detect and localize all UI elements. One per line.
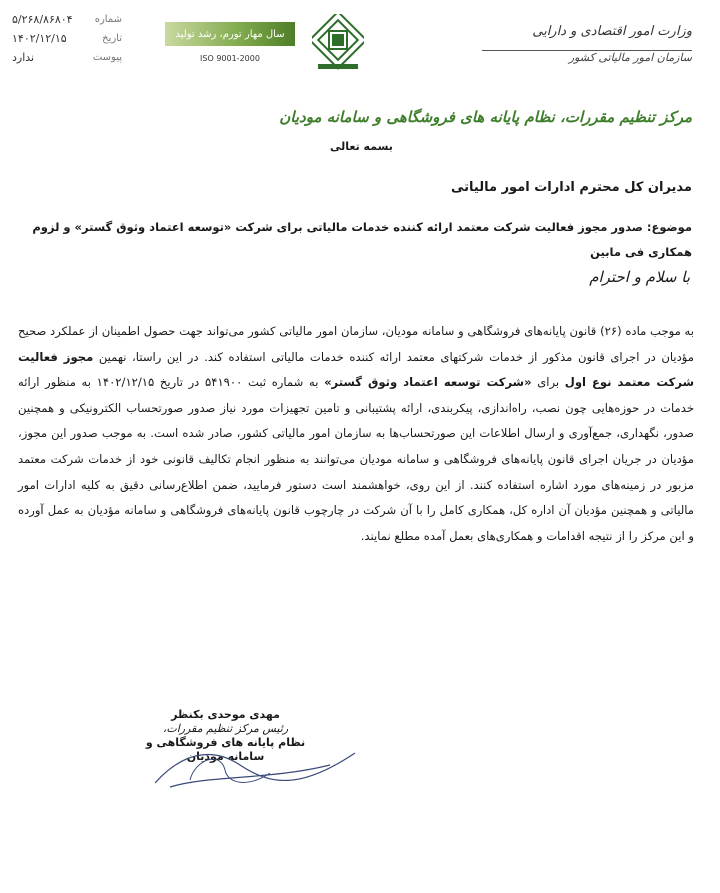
ministry-name: وزارت امور اقتصادی و دارایی xyxy=(532,24,692,39)
slogan-text: سال مهار تورم، رشد تولید xyxy=(165,22,295,46)
number-label: شماره xyxy=(94,14,122,25)
date-label: تاریخ xyxy=(102,33,122,44)
letter-number-row xyxy=(12,10,122,29)
ministry-heading xyxy=(532,24,692,64)
body-part-2: برای xyxy=(537,375,560,390)
greeting: با سلام و احترام xyxy=(589,268,690,286)
attachment-row xyxy=(12,48,122,67)
letter-body xyxy=(18,319,694,549)
letter-number: ۵/۲۶۸/۸۶۸۰۴ xyxy=(12,13,73,26)
signatory-title-1: رئیس مرکز تنظیم مقررات، xyxy=(162,722,289,735)
heading-divider xyxy=(482,50,692,51)
slogan-banner xyxy=(165,22,295,70)
subject-line: موضوع: صدور مجوز فعالیت شرکت معتمد ارائه کننده خدمات مالیاتی برای شرکت «توسعه اعتماد وثوق گستر» و لزوم همکاری فی مابین xyxy=(32,220,692,259)
body-part-3: به شماره ثبت ۵۴۱۹۰۰ در تاریخ ۱۴۰۲/۱۲/۱۵ به منظور ارائه خدمات در حوزه‌هایی چون نصب، راه‌اندازی، پیکربندی، ارائه پشتیبانی و تامین تجهیزات مورد نیاز صدور صورتحساب الکترونیکی و همچنین صدور، نگهداری، جمع‌آوری و ارسال اطلاعات این صورتحساب‌ها به سازمان امور مالیاتی کشور، صادر شده است. به موجب صدور این مجوز، مؤدیان در جریان اجرای قانون پایانه‌های فروشگاهی و سامانه مودیان می‌توانند به منظور انجام تکالیف قانونی خود از خدمات شرکت معتمد مزبور در زمینه‌های مورد اشاره استفاده کنند. از این روی، خواهشمند است دستور فرمایید، ضمن اطلاع‌رسانی دقیق به کلیه ادارات امور مالیاتی و همچنین مؤدیان آن اداره کل، همکاری کامل را با آن شرکت در چارچوب قانون پایانه‌های فروشگاهی و سامانه مؤدیان به عمل آورده و این مرکز را از نتیجه اقدامات و همکاری‌های بعمل آمده مطلع نمایند. xyxy=(18,375,694,543)
bismillah: بسمه تعالی xyxy=(330,140,393,153)
body-bold-company: «شرکت توسعه اعتماد وثوق گستر» xyxy=(324,375,532,390)
center-title: مرکز تنظیم مقررات، نظام پایانه های فروشگاهی و سامانه مودیان xyxy=(279,108,692,126)
attachment-value: ندارد xyxy=(12,51,35,64)
letter-date-row xyxy=(12,29,122,48)
letter-date: ۱۴۰۲/۱۲/۱۵ xyxy=(12,32,67,45)
handwritten-signature-icon xyxy=(150,735,360,795)
addressee: مدیران کل محترم ادارات امور مالیاتی xyxy=(451,180,692,195)
tax-organization-emblem-icon xyxy=(312,14,364,72)
attachment-label: پیوست xyxy=(92,52,122,63)
body-part-1: به موجب ماده (۲۶) قانون پایانه‌های فروشگاهی و سامانه مودیان، سازمان امور مالیاتی کشور می‌تواند جهت حصول اطمینان از عملکرد صحیح مؤدیان در اجرای قانون مذکور از خدمات شرکتهای معتمد ارائه کننده خدمات مالیاتی استفاده کند. در این راستا، نهمین xyxy=(18,324,695,364)
letter-meta xyxy=(12,10,122,67)
iso-mark: ISO 9001-2000 xyxy=(200,54,260,63)
signatory-title-2: نظام پایانه های فروشگاهی و سامانه مودیان xyxy=(145,736,306,763)
body-bold-permit: مجوز فعالیت شرکت معتمد نوع اول xyxy=(18,349,695,390)
signatory-name: مهدی موحدی بکنظر xyxy=(171,708,280,721)
organization-name: سازمان امور مالیاتی کشور xyxy=(568,51,692,64)
